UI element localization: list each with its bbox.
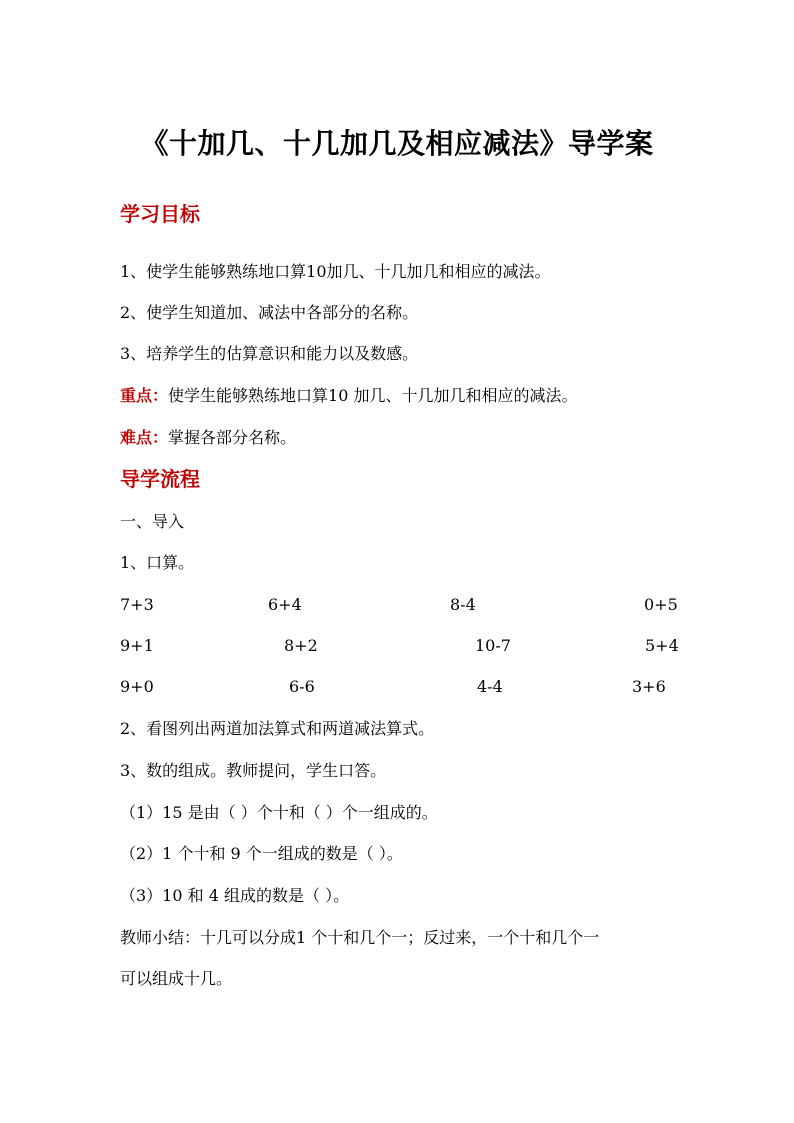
calc-row xyxy=(0,634,794,658)
question-2: （2）1 个十和 9 个一组成的数是（ ）。 xyxy=(120,844,403,863)
item-2: 2、看图列出两道加法算式和两道减法算式。 xyxy=(120,719,435,738)
objective-2: 2、使学生知道加、减法中各部分的名称。 xyxy=(120,303,419,322)
calc-cell: 6+4 xyxy=(268,595,302,614)
key-point-line xyxy=(120,384,577,408)
section-intro: 一、导入 xyxy=(120,512,185,531)
objectives-heading: 学习目标 xyxy=(120,202,200,226)
calc-cell: 3+6 xyxy=(632,677,666,696)
calc-cell: 5+4 xyxy=(645,636,679,655)
item-3: 3、数的组成。教师提问，学生口答。 xyxy=(120,761,387,780)
item-1: 1、口算。 xyxy=(120,553,195,572)
difficulty-line xyxy=(120,426,296,450)
calc-cell: 9+1 xyxy=(120,636,154,655)
calc-cell: 8+2 xyxy=(284,636,318,655)
calc-cell: 4-4 xyxy=(477,677,503,696)
calc-row xyxy=(0,675,794,699)
document-title: 《十加几、十几加几及相应减法》导学案 xyxy=(140,127,654,160)
key-point-text: 使学生能够熟练地口算10 加几、十几加几和相应的减法。 xyxy=(168,386,578,405)
process-heading: 导学流程 xyxy=(120,467,200,491)
question-1: （1）15 是由（ ）个十和（ ）个一组成的。 xyxy=(120,803,438,822)
difficulty-text: 掌握各部分名称。 xyxy=(168,428,297,447)
question-3: （3）10 和 4 组成的数是（ ）。 xyxy=(120,886,350,905)
key-point-label: 重点： xyxy=(120,386,169,405)
calc-cell: 8-4 xyxy=(450,595,476,614)
summary-line-1: 教师小结：十几可以分成1 个十和几个一；反过来，一个十和几个一 xyxy=(120,928,600,947)
difficulty-label: 难点： xyxy=(120,428,169,447)
objective-1: 1、使学生能够熟练地口算10加几、十几加几和相应的减法。 xyxy=(120,262,551,281)
objective-3: 3、培养学生的估算意识和能力以及数感。 xyxy=(120,344,419,363)
calc-cell: 6-6 xyxy=(289,677,315,696)
calc-cell: 0+5 xyxy=(644,595,678,614)
calc-cell: 9+0 xyxy=(120,677,154,696)
summary-line-2: 可以组成十几。 xyxy=(120,969,233,988)
calc-cell: 10-7 xyxy=(475,636,511,655)
calc-cell: 7+3 xyxy=(120,595,154,614)
calc-row xyxy=(0,593,794,617)
